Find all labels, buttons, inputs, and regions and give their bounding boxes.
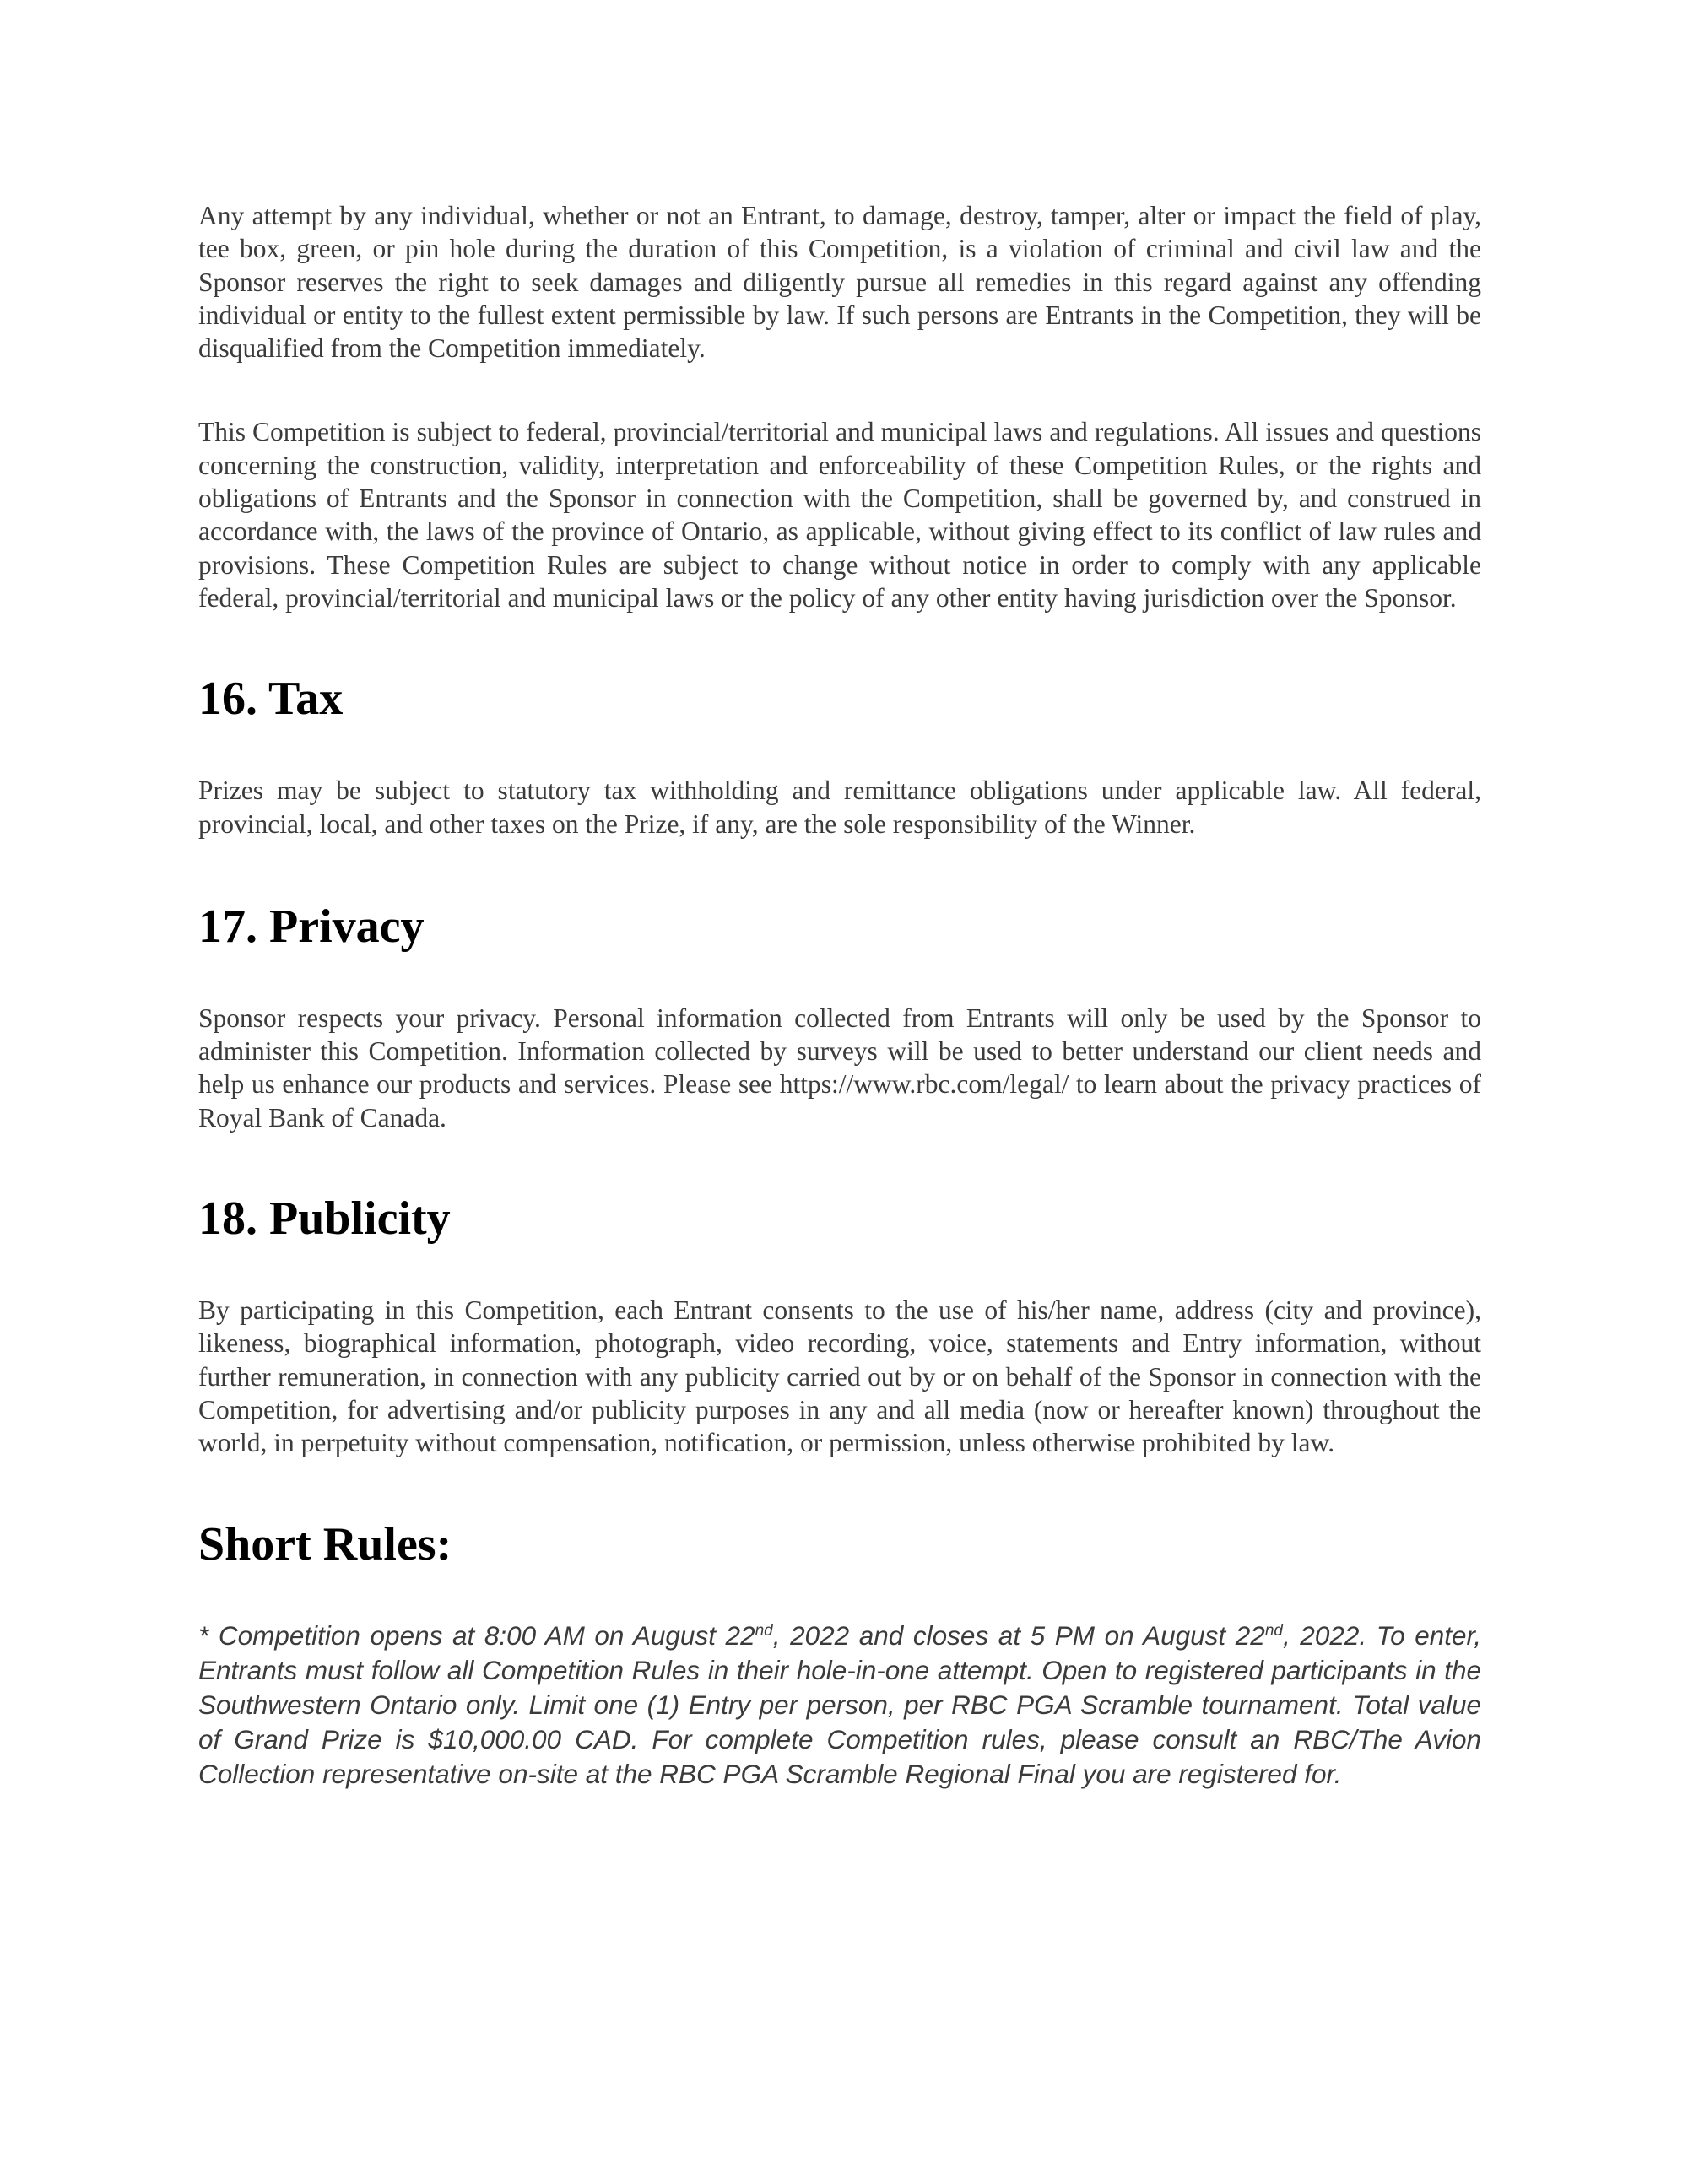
ordinal-suffix: nd: [755, 1621, 773, 1640]
paragraph-tampering: Any attempt by any individual, whether or not an Entrant, to damage, destroy, tamper, alter or impact the field of play, tee box, green, or pin hole during the duration of this Competition, is a violation of criminal and civil law and the Sponsor reserves the right to seek damages and diligently pursue all remedies in this regard against any offending individual or entity to the fullest extent permissible by law. If such persons are Entrants in the Competition, they will be disqualified from the Competition immediately.: [198, 201, 1481, 364]
paragraph-privacy: Sponsor respects your privacy. Personal information collected from Entrants will only be used by the Sponsor to administer this Competition. Information collected by surveys will be used to better understand our client needs and help us enhance our products and services. Please see https://www.rbc.com/legal/ to learn about the privacy practices of Royal Bank of Canada.: [198, 1003, 1481, 1133]
paragraph-publicity: By participating in this Competition, each Entrant consents to the use of his/her name, address (city and province), likeness, biographical information, photograph, video recording, voice, statements and Entry information, without further remuneration, in connection with any publicity carried out by or on behalf of the Sponsor in connection with the Competition, for advertising and/or publicity purposes in any and all media (now or hereafter known) throughout the world, in perpetuity without compensation, notification, or permission, unless otherwise prohibited by law.: [198, 1295, 1481, 1458]
heading-publicity: 18. Publicity: [198, 1192, 451, 1246]
section-short-rules: [198, 1517, 1481, 1792]
short-rules-text-2: , 2022 and closes at 5 PM on August 22: [772, 1619, 1265, 1651]
heading-tax: 16. Tax: [198, 673, 344, 726]
paragraph-tax: Prizes may be subject to statutory tax withholding and remittance obligations under applicable law. All federal, provincial, local, and other taxes on the Prize, if any, are the sole responsibility of the Winner.: [198, 776, 1481, 839]
section-publicity: [198, 1192, 1481, 1459]
paragraph-governing-law: This Competition is subject to federal, provincial/territorial and municipal laws and regulations. All issues and questions concerning the construction, validity, interpretation and enforceability of these Competition Rules, or the rights and obligations of Entrants and the Sponsor in connection with the Competition, shall be governed by, and construed in accordance with, the laws of the province of Ontario, as applicable, without giving effect to its conflict of law rules and provisions. These Competition Rules are subject to change without notice in order to comply with any applicable federal, provincial/territorial and municipal laws or the policy of any other entity having jurisdiction over the Sponsor.: [198, 417, 1481, 613]
paragraph-short-rules: [198, 1619, 1481, 1792]
short-rules-text-1: * Competition opens at 8:00 AM on August 22: [198, 1619, 755, 1651]
document-page: [198, 199, 1481, 1792]
heading-short-rules: Short Rules:: [198, 1517, 452, 1570]
section-privacy: [198, 900, 1481, 1134]
ordinal-suffix: nd: [1264, 1621, 1283, 1640]
short-rules-text-3: , 2022. To enter, Entrants must follow all Competition Rules in their hole-in-one attempt. Open to registered participants in the Southwestern Ontario only. Limit one (1) Entry per person, per RBC PGA Scramble tournament. Total value of Grand Prize is $10,000.00 CAD. For complete Competition rules, please consult an RBC/The Avion Collection representative on-site at the RBC PGA Scramble Regional Final you are registered for.: [198, 1619, 1482, 1789]
section-tax: [198, 672, 1481, 841]
heading-privacy: 17. Privacy: [198, 900, 425, 953]
